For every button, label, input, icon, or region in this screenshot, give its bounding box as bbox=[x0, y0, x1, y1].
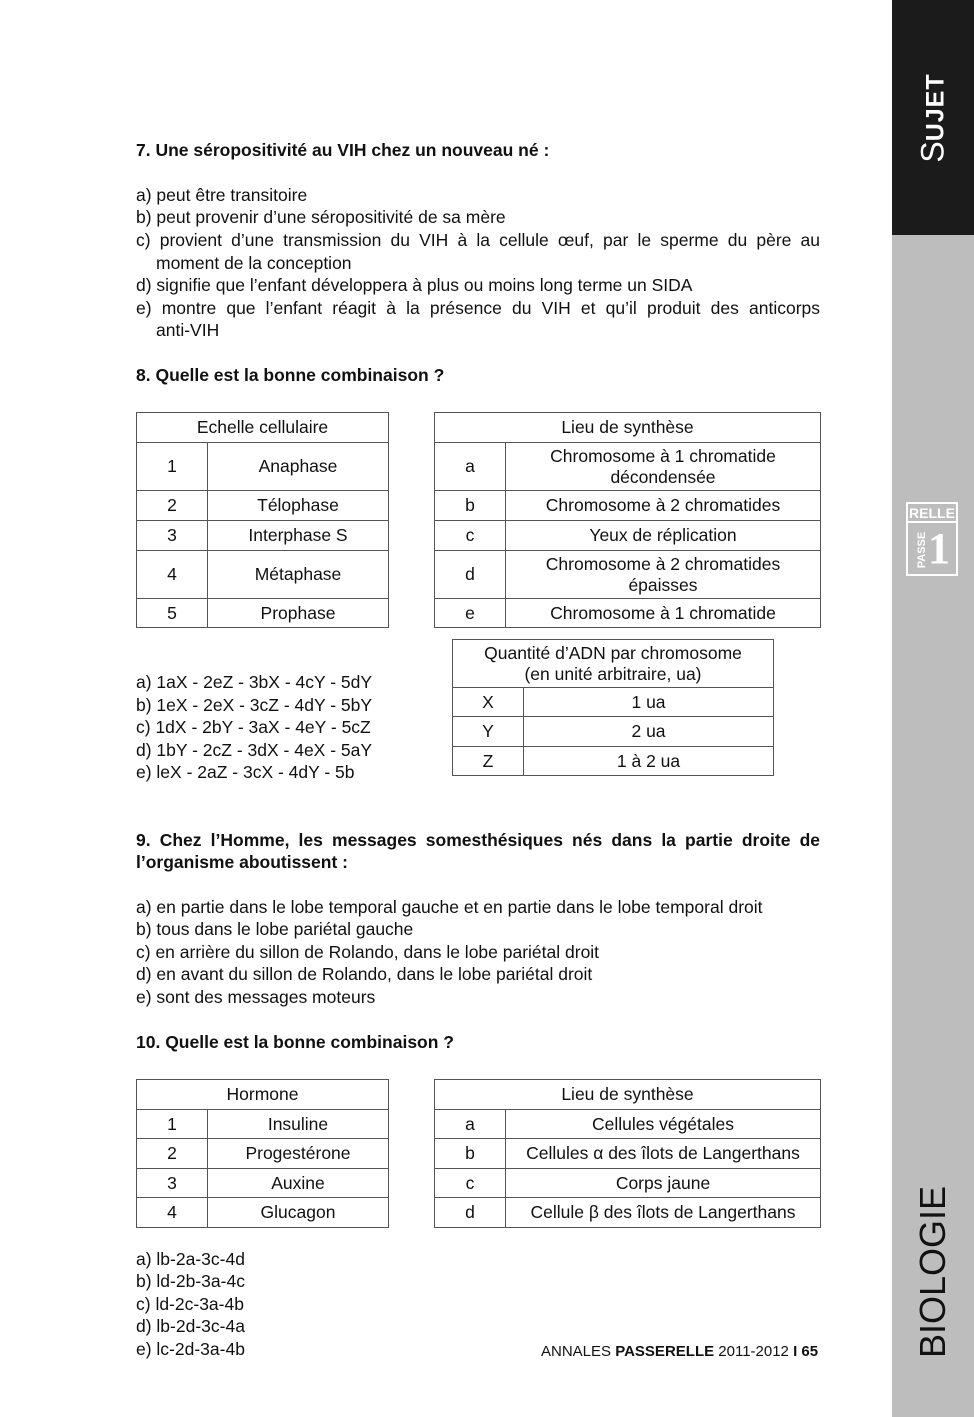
q8-option-b: b) 1eX - 2eX - 3cZ - 4dY - 5bY bbox=[136, 695, 373, 715]
table-cell: d bbox=[435, 551, 506, 599]
q8-option-d: d) 1bY - 2cZ - 3dX - 4eX - 5aY bbox=[136, 740, 373, 760]
q8-table-echelle bbox=[136, 412, 389, 628]
q9-option-d: d) en avant du sillon de Rolando, dans le lobe pariétal droit bbox=[136, 964, 593, 984]
q7-option-c-cont: moment de la conception bbox=[156, 253, 352, 273]
table-cell: Z bbox=[453, 747, 524, 776]
table-cell: 2 bbox=[137, 1139, 208, 1169]
question-9-title-cont: l’organisme aboutissent : bbox=[136, 852, 348, 872]
q7-option-b: b) peut provenir d’une séropositivité de sa mère bbox=[136, 207, 506, 227]
table-cell: Chromosome à 2 chromatides épaisses bbox=[506, 551, 821, 599]
table-cell: 1 ua bbox=[524, 688, 774, 717]
q8-option-c: c) 1dX - 2bY - 3aX - 4eY - 5cZ bbox=[136, 717, 371, 737]
q9-option-e: e) sont des messages moteurs bbox=[136, 987, 376, 1007]
table-cell: Auxine bbox=[208, 1169, 389, 1198]
q10-option-d: d) lb-2d-3c-4a bbox=[136, 1316, 245, 1336]
table-header: Lieu de synthèse bbox=[435, 1080, 821, 1110]
q10-option-a: a) lb-2a-3c-4d bbox=[136, 1249, 245, 1269]
q10-option-c: c) ld-2c-3a-4b bbox=[136, 1294, 244, 1314]
table-cell: 3 bbox=[137, 521, 208, 551]
table-cell: c bbox=[435, 1169, 506, 1198]
table-cell: Cellules végétales bbox=[506, 1110, 821, 1139]
question-9-title: 9. Chez l’Homme, les messages somesthésiques nés dans la partie droite de bbox=[136, 830, 820, 850]
footer-prefix: ANNALES bbox=[541, 1343, 612, 1360]
page-footer bbox=[541, 1343, 818, 1360]
table-cell: e bbox=[435, 599, 506, 628]
footer-separator: I bbox=[793, 1343, 798, 1360]
table-cell: 5 bbox=[137, 599, 208, 628]
table-cell: Corps jaune bbox=[506, 1169, 821, 1198]
q9-option-b: b) tous dans le lobe pariétal gauche bbox=[136, 919, 414, 939]
table-cell: 3 bbox=[137, 1169, 208, 1198]
q10-table-hormone bbox=[136, 1079, 389, 1228]
table-cell: Progestérone bbox=[208, 1139, 389, 1169]
q7-option-d: d) signifie que l’enfant développera à plus ou moins long terme un SIDA bbox=[136, 275, 693, 295]
q7-option-c: c) provient d’une transmission du VIH à la cellule œuf, par le sperme du père au bbox=[136, 230, 820, 250]
q8-option-a: a) 1aX - 2eZ - 3bX - 4cY - 5dY bbox=[136, 672, 373, 692]
table-cell: Télophase bbox=[208, 491, 389, 521]
side-band bbox=[892, 0, 974, 1417]
table-header-line: Quantité d’ADN par chromosome bbox=[484, 642, 742, 663]
q9-option-a: a) en partie dans le lobe temporal gauche et en partie dans le lobe temporal droit bbox=[136, 897, 763, 917]
passerelle-logo: RELLE PASSE 1 bbox=[906, 502, 958, 576]
table-cell: Chromosome à 1 chromatide bbox=[506, 599, 821, 628]
table-cell: 1 bbox=[137, 443, 208, 491]
table-cell: b bbox=[435, 491, 506, 521]
table-cell: a bbox=[435, 443, 506, 491]
table-cell: X bbox=[453, 688, 524, 717]
table-cell: Cellule β des îlots de Langerthans bbox=[506, 1198, 821, 1228]
table-cell: Métaphase bbox=[208, 551, 389, 599]
q7-option-e: e) montre que l’enfant réagit à la présence du VIH et qu’il produit des anticorps bbox=[136, 298, 820, 318]
table-cell: Glucagon bbox=[208, 1198, 389, 1228]
question-7-title: 7. Une séropositivité au VIH chez un nouveau né : bbox=[136, 140, 550, 160]
table-cell: 4 bbox=[137, 1198, 208, 1228]
footer-year: 2011-2012 bbox=[718, 1343, 789, 1360]
table-cell: Yeux de réplication bbox=[506, 521, 821, 551]
table-header-line: (en unité arbitraire, ua) bbox=[524, 663, 702, 684]
question-10-title: 10. Quelle est la bonne combinaison ? bbox=[136, 1032, 454, 1052]
table-cell: Chromosome à 1 chromatide décondensée bbox=[506, 443, 821, 491]
section-label: SUJET bbox=[914, 73, 951, 163]
page-number: 65 bbox=[801, 1343, 819, 1360]
q10-option-e: e) lc-2d-3a-4b bbox=[136, 1339, 245, 1359]
table-cell: Anaphase bbox=[208, 443, 389, 491]
table-header bbox=[453, 640, 774, 688]
q8-table-lieu bbox=[434, 412, 821, 628]
table-cell: 4 bbox=[137, 551, 208, 599]
table-header: Lieu de synthèse bbox=[435, 413, 821, 443]
table-cell: 2 ua bbox=[524, 717, 774, 747]
subject-label: BIOLOGIE bbox=[912, 1185, 953, 1359]
table-header: Hormone bbox=[137, 1080, 389, 1110]
table-cell: 1 à 2 ua bbox=[524, 747, 774, 776]
table-cell: 2 bbox=[137, 491, 208, 521]
q7-option-a: a) peut être transitoire bbox=[136, 185, 308, 205]
table-cell: Cellules α des îlots de Langerthans bbox=[506, 1139, 821, 1169]
section-tab bbox=[892, 0, 974, 235]
table-header: Echelle cellulaire bbox=[137, 413, 389, 443]
q10-option-b: b) ld-2b-3a-4c bbox=[136, 1271, 245, 1291]
table-cell: Chromosome à 2 chromatides bbox=[506, 491, 821, 521]
table-cell: Prophase bbox=[208, 599, 389, 628]
table-cell: b bbox=[435, 1139, 506, 1169]
q8-option-e: e) leX - 2aZ - 3cX - 4dY - 5b bbox=[136, 762, 355, 782]
table-cell: c bbox=[435, 521, 506, 551]
q9-option-c: c) en arrière du sillon de Rolando, dans le lobe pariétal droit bbox=[136, 942, 600, 962]
table-cell: 1 bbox=[137, 1110, 208, 1139]
footer-brand: PASSERELLE bbox=[615, 1343, 715, 1360]
q8-table-adn bbox=[452, 639, 774, 776]
question-8-title: 8. Quelle est la bonne combinaison ? bbox=[136, 365, 445, 385]
table-cell: a bbox=[435, 1110, 506, 1139]
table-cell: Insuline bbox=[208, 1110, 389, 1139]
q7-option-e-cont: anti-VIH bbox=[156, 320, 220, 340]
table-cell: d bbox=[435, 1198, 506, 1228]
q10-table-lieu bbox=[434, 1079, 821, 1228]
table-cell: Interphase S bbox=[208, 521, 389, 551]
table-cell: Y bbox=[453, 717, 524, 747]
